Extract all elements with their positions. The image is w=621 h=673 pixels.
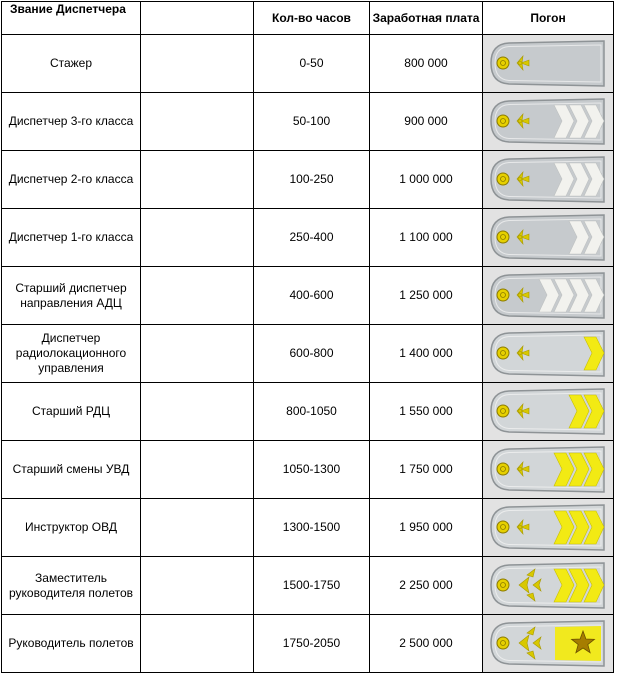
header-blank	[141, 2, 254, 35]
rank-cell	[2, 615, 141, 673]
table-row	[2, 557, 614, 615]
table-row	[2, 615, 614, 673]
hours-cell: 250-400	[254, 209, 370, 267]
shoulder-strap-cell	[483, 325, 614, 383]
salary-cell: 1 400 000	[370, 325, 483, 383]
shoulder-strap-icon	[483, 441, 611, 498]
rank-name: Старший диспетчер направления АДЦ	[15, 280, 127, 310]
shoulder-strap-cell	[483, 267, 614, 325]
shoulder-strap-cell	[483, 557, 614, 615]
table-row	[2, 499, 614, 557]
shoulder-strap-icon	[483, 151, 611, 208]
hours-cell: 1300-1500	[254, 499, 370, 557]
table-body	[2, 35, 614, 673]
header-strap: Погон	[483, 2, 614, 35]
rank-name: Стажер	[49, 56, 93, 70]
blank-cell	[141, 151, 254, 209]
shoulder-strap-cell	[483, 35, 614, 93]
shoulder-strap-icon	[483, 383, 611, 440]
header-rank: Звание Диспетчера	[2, 2, 141, 35]
blank-cell	[141, 35, 254, 93]
table-row	[2, 267, 614, 325]
rank-name: Старший смены УВД	[12, 462, 130, 476]
table-header-row	[2, 2, 614, 35]
table-row	[2, 441, 614, 499]
blank-cell	[141, 383, 254, 441]
rank-cell	[2, 209, 141, 267]
salary-cell: 900 000	[370, 93, 483, 151]
rank-name: Старший РДЦ	[32, 404, 110, 418]
salary-cell: 1 000 000	[370, 151, 483, 209]
shoulder-strap-cell	[483, 209, 614, 267]
rank-cell	[2, 267, 141, 325]
rank-name: Диспетчер радиолокационного управления	[15, 331, 127, 375]
rank-name: Руководитель полетов	[8, 636, 134, 650]
salary-cell: 1 750 000	[370, 441, 483, 499]
shoulder-strap-icon	[483, 93, 611, 150]
table-row	[2, 209, 614, 267]
table-row	[2, 93, 614, 151]
salary-cell: 1 250 000	[370, 267, 483, 325]
salary-cell: 1 950 000	[370, 499, 483, 557]
table-row	[2, 325, 614, 383]
header-hours: Кол-во часов	[254, 2, 370, 35]
blank-cell	[141, 267, 254, 325]
hours-cell: 1050-1300	[254, 441, 370, 499]
shoulder-strap-cell	[483, 441, 614, 499]
rank-cell	[2, 499, 141, 557]
shoulder-strap-icon	[483, 615, 611, 672]
rank-name: Диспетчер 1-го класса	[8, 230, 134, 244]
table-row	[2, 35, 614, 93]
rank-name: Заместитель руководителя полетов	[8, 570, 134, 600]
blank-cell	[141, 325, 254, 383]
rank-name: Диспетчер 3-го класса	[8, 114, 134, 128]
shoulder-strap-icon	[483, 267, 611, 324]
blank-cell	[141, 93, 254, 151]
shoulder-strap-cell	[483, 383, 614, 441]
blank-cell	[141, 499, 254, 557]
salary-cell: 1 100 000	[370, 209, 483, 267]
shoulder-strap-icon	[483, 209, 611, 266]
rank-cell	[2, 35, 141, 93]
salary-cell: 2 500 000	[370, 615, 483, 673]
header-salary: Заработная плата	[370, 2, 483, 35]
rank-cell	[2, 383, 141, 441]
shoulder-strap-icon	[483, 35, 611, 92]
rank-cell	[2, 93, 141, 151]
hours-cell: 400-600	[254, 267, 370, 325]
shoulder-strap-cell	[483, 93, 614, 151]
rank-salary-table	[1, 1, 614, 673]
rank-cell	[2, 151, 141, 209]
salary-cell: 1 550 000	[370, 383, 483, 441]
shoulder-strap-cell	[483, 151, 614, 209]
hours-cell: 1750-2050	[254, 615, 370, 673]
rank-cell	[2, 557, 141, 615]
hours-cell: 800-1050	[254, 383, 370, 441]
rank-name: Инструктор ОВД	[25, 520, 117, 534]
hours-cell: 600-800	[254, 325, 370, 383]
hours-cell: 100-250	[254, 151, 370, 209]
shoulder-strap-icon	[483, 325, 611, 382]
salary-cell: 2 250 000	[370, 557, 483, 615]
blank-cell	[141, 441, 254, 499]
shoulder-strap-icon	[483, 499, 611, 556]
shoulder-strap-cell	[483, 615, 614, 673]
blank-cell	[141, 209, 254, 267]
rank-name: Диспетчер 2-го класса	[8, 172, 134, 186]
table-row	[2, 383, 614, 441]
hours-cell: 0-50	[254, 35, 370, 93]
salary-cell: 800 000	[370, 35, 483, 93]
rank-cell	[2, 441, 141, 499]
table-row	[2, 151, 614, 209]
hours-cell: 50-100	[254, 93, 370, 151]
shoulder-strap-cell	[483, 499, 614, 557]
blank-cell	[141, 615, 254, 673]
rank-cell	[2, 325, 141, 383]
blank-cell	[141, 557, 254, 615]
shoulder-strap-icon	[483, 557, 611, 614]
hours-cell: 1500-1750	[254, 557, 370, 615]
